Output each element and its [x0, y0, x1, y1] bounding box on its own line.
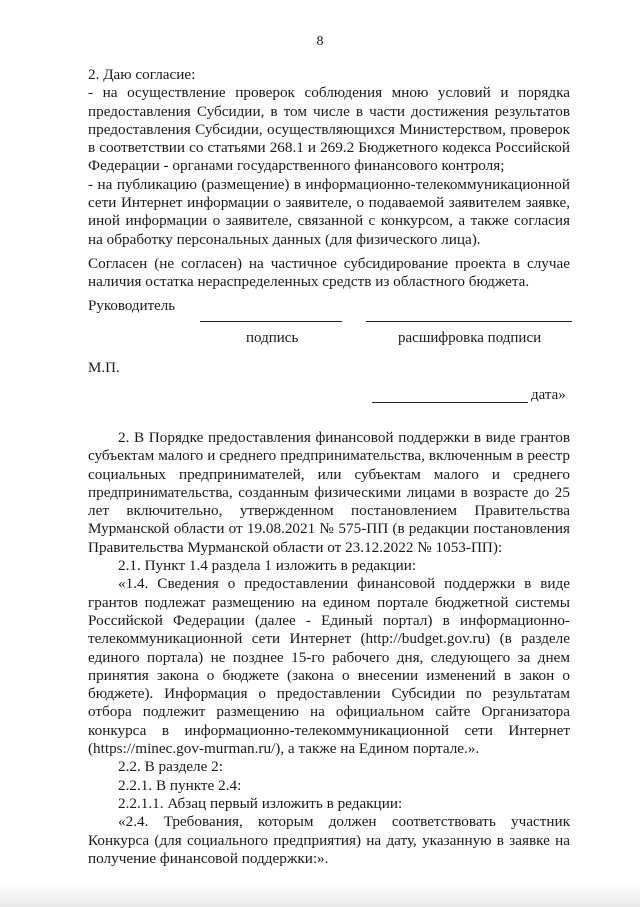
signer-role: Руководитель	[88, 298, 176, 314]
signature-name-line	[366, 321, 572, 322]
date-line	[372, 402, 528, 403]
consent-heading: 2. Даю согласие:	[88, 66, 196, 83]
amendment-paragraph-2-2-1-1: 2.2.1.1. Абзац первый изложить в редакции:	[118, 794, 403, 812]
signature-caption: подпись	[246, 330, 299, 346]
quote-clause-1-4: «1.4. Сведения о предоставлении финансовой поддержки в виде грантов подлежат размещению на едином портале бюджетной системы Российской Федерации (далее - Единый портал) в информационно-телекоммуникационной сети Интернет (http://budget.gov.ru) (в разделе единого портала) не позднее 15-го рабочего дня, следующего за днем принятия закона о бюджете (закона о внесении изменений в закон о бюджете). Информация о предоставлении Субсидии по результатам отбора подлежит размещению на официальном сайте Организатора конкурса в информационно-телекоммуникационной сети Интернет (https://minec.gov-murman.ru/), а также на Едином портале.».	[88, 575, 570, 758]
amendment-paragraph-2: 2. В Порядке предоставления финансовой поддержки в виде грантов субъектам малого и среднего предпринимательства, включенным в реестр социальных предпринимателей, или субъектам малого и среднего предпринимательства, созданным физическими лицами в возрасте до 25 лет включительно, утвержденном постановлением Правительства Мурманской области от 19.08.2021 № 575-ПП (в редакции постановления Правительства Мурманской области от 23.12.2022 № 1053-ПП):	[88, 429, 570, 556]
scan-bottom-edge	[0, 885, 640, 907]
amendment-paragraph-2-2: 2.2. В разделе 2:	[118, 758, 223, 776]
consent-section	[88, 66, 570, 249]
page-number: 8	[316, 34, 324, 49]
consent-item-checks: - на осуществление проверок соблюдения мною условий и порядка предоставления Субсидии, в том числе в части достижения результатов предоставления Субсидии, осуществляющихся Министерством, проверок в соответствии со статьями 268.1 и 269.2 Бюджетного кодекса Российской Федерации - органами государственного финансового контроля;	[88, 84, 570, 175]
date-caption: дата»	[531, 387, 566, 403]
quote-clause-2-4: «2.4. Требования, которым должен соответствовать участник Конкурса (для социального предприятия) на дату, указанную в заявке на получение финансовой поддержки:».	[88, 813, 570, 867]
consent-item-publication: - на публикацию (размещение) в информационно-телекоммуникационной сети Интернет информации о заявителе, о подаваемой заявителем заявке, иной информации о заявителе, связанной с конкурсом, а также согласия на обработку персональных данных (для физического лица).	[88, 175, 570, 248]
amendment-paragraph-2-1: 2.1. Пункт 1.4 раздела 1 изложить в редакции:	[118, 557, 417, 575]
stamp-placeholder: М.П.	[88, 360, 120, 376]
signature-name-caption: расшифровка подписи	[398, 330, 542, 346]
amendment-section	[88, 429, 570, 868]
partial-subsidy-consent: Согласен (не согласен) на частичное субсидирование проекта в случае наличия остатка нераспределенных средств из областного бюджета.	[88, 255, 570, 291]
amendment-paragraph-2-2-1: 2.2.1. В пункте 2.4:	[118, 776, 242, 794]
signature-line	[200, 321, 342, 322]
